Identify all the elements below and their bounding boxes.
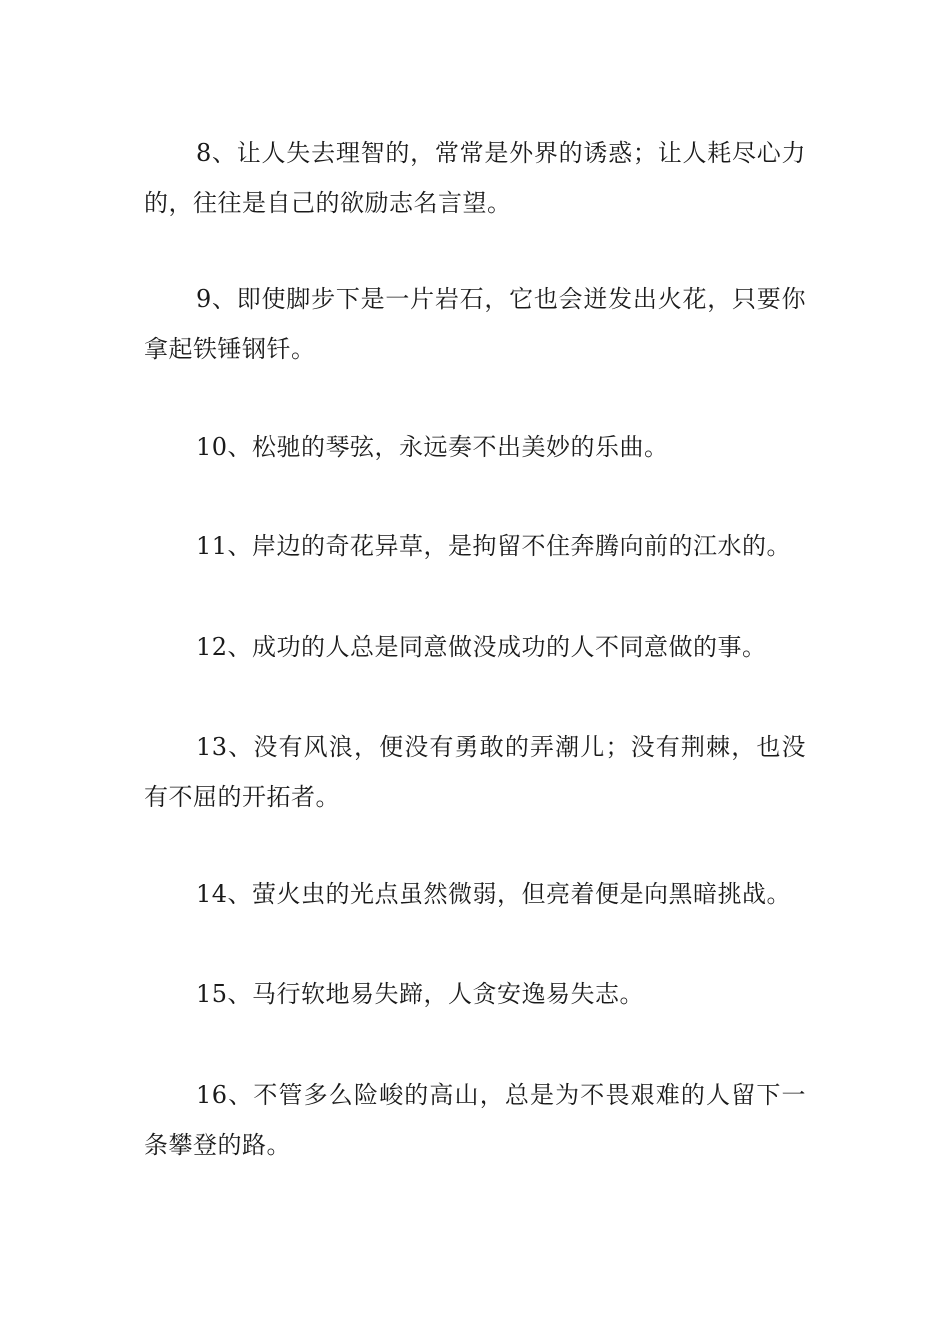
- quote-9: 9、即使脚步下是一片岩石，它也会迸发出火花，只要你拿起铁锤钢钎。: [144, 285, 806, 363]
- quote-12: 12、成功的人总是同意做没成功的人不同意做的事。: [196, 633, 767, 661]
- quote-15: 15、马行软地易失蹄，人贪安逸易失志。: [196, 980, 645, 1008]
- quote-8: 8、让人失去理智的，常常是外界的诱惑；让人耗尽心力的，往往是自己的欲励志名言望。: [144, 139, 806, 217]
- quote-11: 11、岸边的奇花异草，是拘留不住奔腾向前的江水的。: [196, 532, 792, 560]
- quote-13: 13、没有风浪，便没有勇敢的弄潮儿；没有荆棘，也没有不屈的开拓者。: [144, 733, 806, 811]
- quote-10: 10、松驰的琴弦，永远奏不出美妙的乐曲。: [196, 433, 669, 461]
- quote-16: 16、不管多么险峻的高山，总是为不畏艰难的人留下一条攀登的路。: [144, 1081, 806, 1159]
- quote-14: 14、萤火虫的光点虽然微弱，但亮着便是向黑暗挑战。: [196, 880, 792, 908]
